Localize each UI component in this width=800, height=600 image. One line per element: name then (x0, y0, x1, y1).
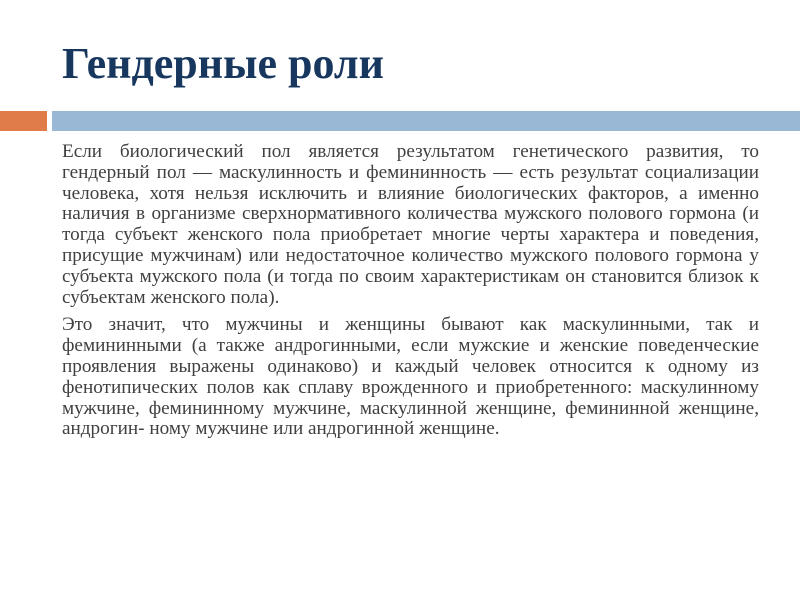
accent-bar-blue (52, 111, 800, 131)
body-paragraph-2: Это значит, что мужчины и женщины бывают как маскулинными, так и фемининными (а также андрогинными, если мужские и женские поведенческие проявления выражены одинаково) и каждый человек относится к одному из фенотипических полов как сплаву врожденного и приобретенного: маскулинному мужчине, фемининному мужчине, маскулинной женщине, фемининной женщине, андрогин- ному мужчине или андрогинной женщине. (62, 314, 759, 440)
slide-body (62, 142, 759, 447)
body-paragraph-1: Если биологический пол является результатом генетического развития, то гендерный пол — маскулинность и фемининность — есть результат социализации человека, хотя нельзя исключить и влияние биологических факторов, а именно наличия в организме сверхнормативного количества мужского полового гормона (и тогда субъект женского пола приобретает многие черты характера и поведения, присущие мужчинам) или недостаточное количество мужского полового гормона у субъекта мужского пола (и тогда по своим характеристикам он становится близок к субъектам женского пола). (62, 141, 759, 308)
slide-title: Гендерные роли (62, 39, 384, 88)
accent-bar-orange (0, 111, 47, 131)
